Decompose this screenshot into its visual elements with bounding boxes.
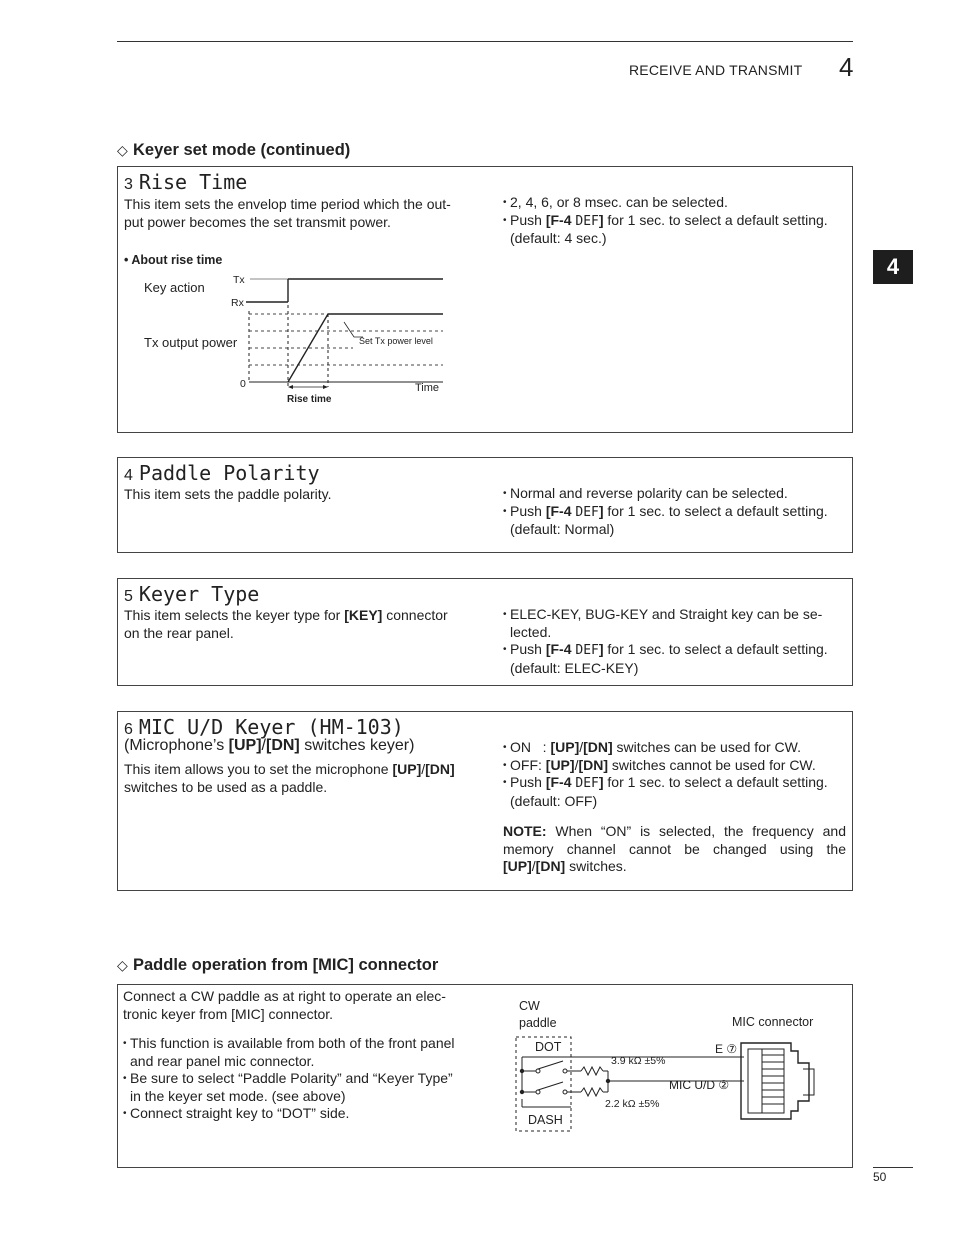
switch-contact xyxy=(563,1069,567,1073)
item-title: Keyer Type xyxy=(138,582,260,606)
paddle-polarity-title xyxy=(124,461,320,485)
rise-time-box xyxy=(117,166,853,433)
key-action-label: Key action xyxy=(144,280,205,295)
keyer-type-bullets xyxy=(503,606,848,677)
dash-label: DASH xyxy=(528,1113,563,1127)
paddle-polarity-description: This item sets the paddle polarity. xyxy=(124,486,332,502)
running-header: RECEIVE AND TRANSMIT xyxy=(629,62,803,78)
set-level-label: Set Tx power level xyxy=(359,336,433,346)
junction xyxy=(606,1079,610,1083)
bullet-item: • Be sure to select “Paddle Polarity” and “Keyer Type” in the keyer set mode. (see above) xyxy=(123,1070,483,1105)
arrow-head xyxy=(288,385,293,389)
item-title: Paddle Polarity xyxy=(138,461,320,485)
keyer-section-heading xyxy=(117,141,350,160)
bullet-item: • 2, 4, 6, or 8 msec. can be selected. xyxy=(503,194,848,212)
bullet-item: • Push [F-4 DEF] for 1 sec. to select a default setting. (default: 4 sec.) xyxy=(503,212,848,248)
keyer-type-description: This item selects the keyer type for [KEY] connector on the rear panel. xyxy=(124,607,448,641)
bullet-item: • OFF: [UP]/[DN] switches cannot be used for CW. xyxy=(503,757,846,775)
keyer-type-box xyxy=(117,578,853,686)
mic-ud-keyer-bullets xyxy=(503,739,846,876)
intro-line: tronic keyer from [MIC] connector. xyxy=(123,1005,334,1022)
desc-line: put power becomes the set transmit power. xyxy=(124,213,391,230)
arrow-head xyxy=(323,385,328,389)
mic-ud-keyer-box xyxy=(117,711,853,891)
bullet-item: • Push [F-4 DEF] for 1 sec. to select a default setting. (default: Normal) xyxy=(503,503,848,539)
item-title: MIC U/D Keyer (HM-103) xyxy=(138,715,404,739)
footer-rule xyxy=(873,1167,913,1168)
chapter-number: 4 xyxy=(839,52,854,82)
paddle-polarity-box xyxy=(117,457,853,553)
paddle-intro xyxy=(123,988,483,1023)
time-label: Time xyxy=(415,382,440,394)
item-number: 5 xyxy=(124,588,133,605)
paddle-polarity-bullets xyxy=(503,485,848,539)
diamond-icon: ◇ xyxy=(117,957,128,973)
switch-contact xyxy=(536,1090,540,1094)
bullet-item: • Connect straight key to “DOT” side. xyxy=(123,1105,483,1123)
bullet-item: • Normal and reverse polarity can be selected. xyxy=(503,485,848,503)
intro-line: Connect a CW paddle as at right to operate an elec- xyxy=(123,988,446,1004)
rx-label: Rx xyxy=(231,297,244,309)
dot-label: DOT xyxy=(535,1040,562,1054)
paddle-section-heading xyxy=(117,956,438,975)
e-pin-label: E ⑦ xyxy=(715,1042,738,1056)
rise-time-bullets xyxy=(503,194,848,248)
item-number: 6 xyxy=(124,721,133,738)
paddle-section-title: Paddle operation from [MIC] connector xyxy=(133,956,439,974)
rise-time-title xyxy=(124,170,247,194)
mic-ud-note: NOTE: When “ON” is selected, the frequency and memory channel cannot be changed using the [UP]/[DN] switches. xyxy=(503,823,846,874)
bullet-item: • Push [F-4 DEF] for 1 sec. to select a default setting. (default: ELEC-KEY) xyxy=(503,641,848,677)
zero-label: 0 xyxy=(240,378,246,390)
bullet-item: • ELEC-KEY, BUG-KEY and Straight key can be se- lected. xyxy=(503,606,848,641)
resistor-3k9 xyxy=(581,1067,603,1075)
paddle-wiring-diagram xyxy=(511,995,841,1135)
mic-ud-keyer-description: This item allows you to set the microphone [UP]/[DN] switches to be used as a paddle. xyxy=(124,761,455,795)
diamond-icon: ◇ xyxy=(117,142,128,158)
header-rule xyxy=(117,41,853,42)
paddle-operation-box xyxy=(117,984,853,1168)
dot-switch-lever xyxy=(538,1061,563,1069)
item-number: 3 xyxy=(124,176,133,193)
item-number: 4 xyxy=(124,467,133,484)
cw-label: CW xyxy=(519,999,540,1013)
page-number: 50 xyxy=(873,1170,887,1184)
paddle-bullets xyxy=(123,1035,483,1123)
tx-output-label: Tx output power xyxy=(144,335,238,350)
resistor-2-label: 2.2 kΩ ±5% xyxy=(605,1098,660,1110)
rise-diagram-heading: • About rise time xyxy=(124,253,223,267)
switch-contact xyxy=(536,1069,540,1073)
keyer-type-title xyxy=(124,582,259,606)
rise-time-diagram xyxy=(118,247,458,407)
paddle-label: paddle xyxy=(519,1016,557,1030)
mic-ud-keyer-title xyxy=(124,715,404,739)
mic-connector-shell xyxy=(741,1043,809,1119)
leader-line xyxy=(344,322,363,337)
item-title: Rise Time xyxy=(138,170,248,194)
resistor-2k2 xyxy=(581,1088,603,1096)
bullet-item: • ON : [UP]/[DN] switches can be used for CW. xyxy=(503,739,846,757)
bullet-item: • Push [F-4 DEF] for 1 sec. to select a default setting. (default: OFF) xyxy=(503,774,846,810)
mic-ud-pin-label: MIC U/D ② xyxy=(669,1078,730,1092)
chapter-tab[interactable]: 4 xyxy=(873,250,913,284)
tx-label: Tx xyxy=(233,274,245,286)
keyer-section-title: Keyer set mode (continued) xyxy=(133,141,351,159)
mic-connector-label: MIC connector xyxy=(732,1015,814,1029)
connector-body xyxy=(748,1049,784,1113)
desc-line: This item sets the envelop time period which the out- xyxy=(124,196,451,212)
switch-contact xyxy=(563,1090,567,1094)
resistor-1-label: 3.9 kΩ ±5% xyxy=(611,1055,666,1067)
rise-time-label: Rise time xyxy=(287,394,332,405)
mic-ud-keyer-subtitle: (Microphone’s [UP]/[DN] switches keyer) xyxy=(124,737,415,754)
rise-time-description xyxy=(124,196,484,231)
dash-switch-lever xyxy=(538,1082,563,1090)
bullet-item: • This function is available from both of the front panel and rear panel mic connector. xyxy=(123,1035,483,1070)
